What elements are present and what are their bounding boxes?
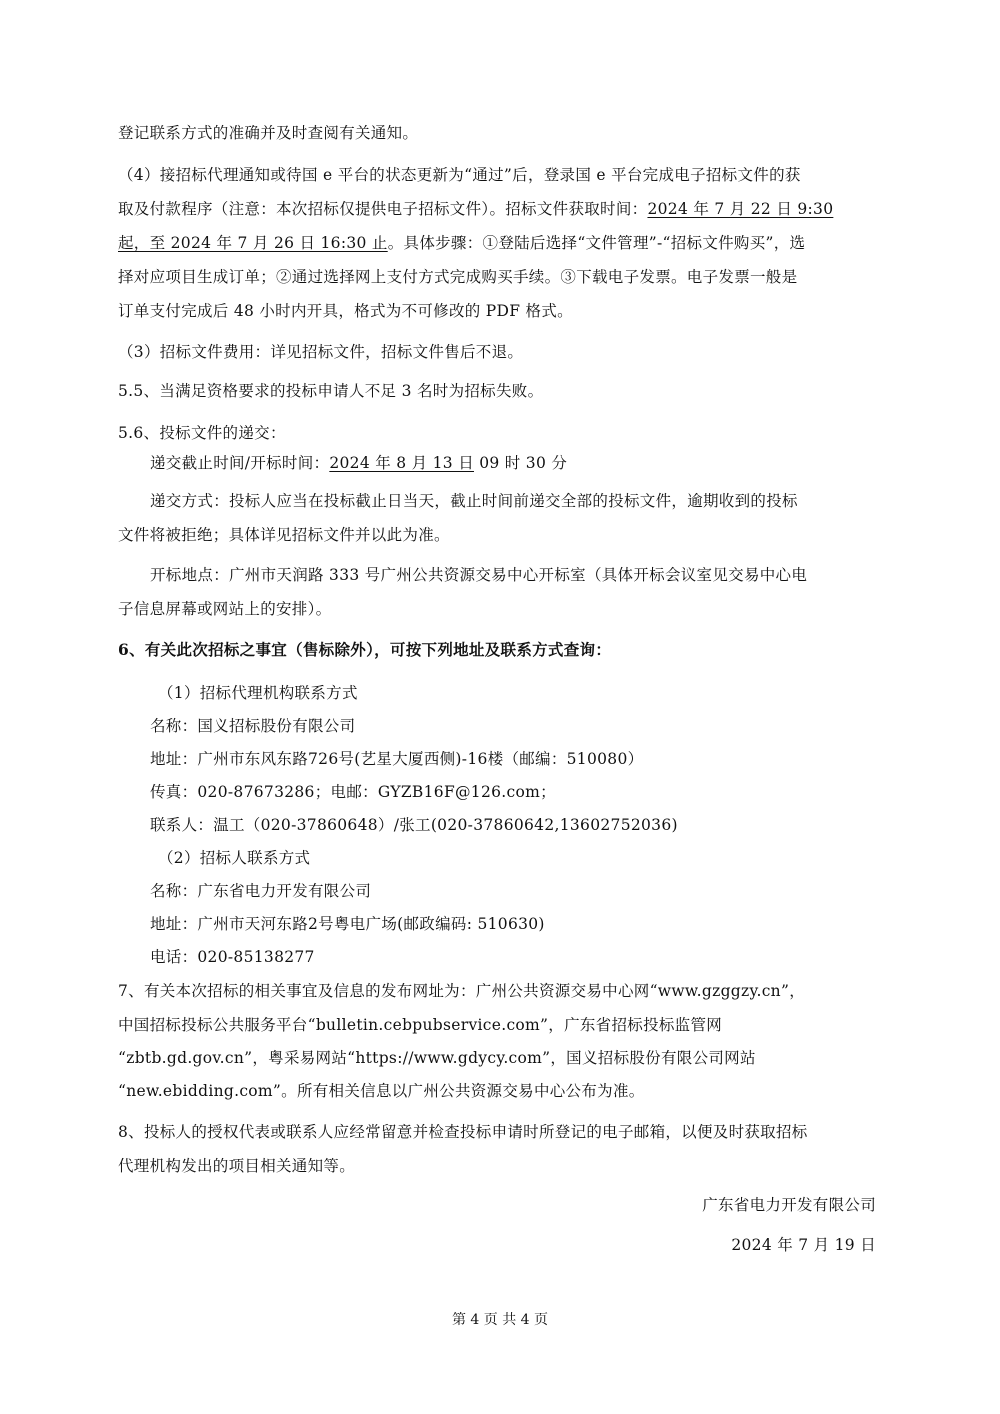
contact-line: 传真：020-87673286；电邮：GYZB16F@126.com； bbox=[150, 783, 556, 801]
paragraph-line bbox=[150, 452, 567, 474]
paragraph-line: 择对应项目生成订单；②通过选择网上支付方式完成购买手续。③下载电子发票。电子发票一般是 bbox=[118, 268, 798, 286]
paragraph-line bbox=[118, 232, 805, 254]
contact-line: 电话：020-85138277 bbox=[150, 948, 315, 966]
paragraph-line: 订单支付完成后 48 小时内开具，格式为不可修改的 PDF 格式。 bbox=[118, 302, 573, 320]
subheading: （1）招标代理机构联系方式 bbox=[158, 684, 358, 702]
page-number: 第 4 页 共 4 页 bbox=[451, 1312, 549, 1328]
paragraph-line: 8、投标人的授权代表或联系人应经常留意并检查投标申请时所登记的电子邮箱，以便及时获取招标 bbox=[118, 1123, 808, 1141]
deadline-date: 2024 年 8 月 13 日 bbox=[329, 454, 474, 472]
signature-date: 2024 年 7 月 19 日 bbox=[731, 1236, 876, 1254]
line-text: 取及付款程序（注意：本次招标仅提供电子招标文件）。招标文件获取时间： bbox=[118, 200, 648, 218]
paragraph-line: 登记联系方式的准确并及时查阅有关通知。 bbox=[118, 124, 419, 142]
paragraph-line: 子信息屏幕或网站上的安排）。 bbox=[118, 600, 332, 618]
contact-line: 名称：广东省电力开发有限公司 bbox=[150, 882, 372, 900]
contact-line: 名称：国义招标股份有限公司 bbox=[150, 717, 356, 735]
section-5-5: 5.5、当满足资格要求的投标申请人不足 3 名时为招标失败。 bbox=[118, 382, 544, 400]
paragraph-line: 开标地点：广州市天润路 333 号广州公共资源交易中心开标室（具体开标会议室见交易中心电 bbox=[150, 566, 808, 584]
obtain-time-start: 2024 年 7 月 22 日 9:30 bbox=[647, 200, 834, 218]
subheading: （2）招标人联系方式 bbox=[158, 849, 311, 867]
obtain-time-end: 起，至 2024 年 7 月 26 日 16:30 止 bbox=[118, 234, 388, 252]
line-text: 。具体步骤：①登陆后选择“文件管理”-“招标文件购买”，选 bbox=[387, 234, 806, 252]
paragraph-line: “zbtb.gd.gov.cn”，粤采易网站“https://www.gdycy.com”，国义招标股份有限公司网站 bbox=[118, 1049, 756, 1067]
paragraph-line: （3）招标文件费用：详见招标文件，招标文件售后不退。 bbox=[118, 343, 524, 361]
paragraph-line: 递交方式：投标人应当在投标截止日当天，截止时间前递交全部的投标文件，逾期收到的投标 bbox=[150, 492, 798, 510]
section-5-6: 5.6、投标文件的递交： bbox=[118, 424, 286, 442]
section-6-heading: 6、有关此次招标之事宜（售标除外），可按下列地址及联系方式查询： bbox=[118, 640, 612, 659]
paragraph-line: 代理机构发出的项目相关通知等。 bbox=[118, 1157, 356, 1175]
paragraph-line: 7、有关本次招标的相关事宜及信息的发布网址为：广州公共资源交易中心网“www.gzggzy.cn”， bbox=[118, 982, 805, 1000]
line-text: 递交截止时间/开标时间： bbox=[150, 454, 330, 472]
contact-line: 联系人：温工（020-37860648）/张工(020-37860642,13602752036) bbox=[150, 816, 678, 834]
signature-company: 广东省电力开发有限公司 bbox=[702, 1196, 876, 1214]
paragraph-line: 中国招标投标公共服务平台“bulletin.cebpubservice.com”，广东省招标投标监管网 bbox=[118, 1016, 723, 1034]
line-text: 09 时 30 分 bbox=[474, 454, 568, 472]
paragraph-line: （4）接招标代理通知或待国 e 平台的状态更新为“通过”后，登录国 e 平台完成电子招标文件的获 bbox=[118, 166, 801, 184]
paragraph-line: “new.ebidding.com”。所有相关信息以广州公共资源交易中心公布为准。 bbox=[118, 1082, 645, 1100]
paragraph-line: 文件将被拒绝；具体详见招标文件并以此为准。 bbox=[118, 526, 450, 544]
contact-line: 地址：广州市天河东路2号粤电广场(邮政编码: 510630) bbox=[150, 915, 545, 933]
contact-line: 地址：广州市东风东路726号(艺星大厦西侧)-16楼（邮编：510080） bbox=[150, 750, 644, 768]
paragraph-line bbox=[118, 198, 833, 220]
